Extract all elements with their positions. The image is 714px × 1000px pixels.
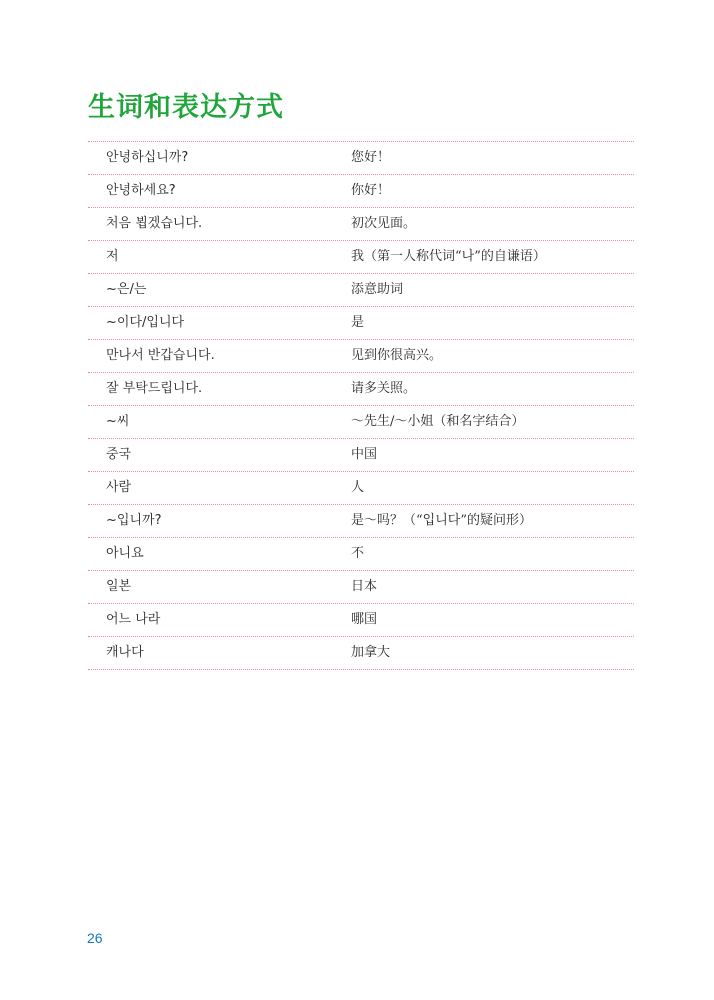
vocab-row xyxy=(88,340,634,373)
chinese-meaning: 请多关照。 xyxy=(351,381,417,396)
korean-term: 처음 뵙겠습니다. xyxy=(106,216,203,231)
chinese-meaning: 不 xyxy=(351,546,365,561)
chinese-meaning: 是～吗？（“입니다”的疑问形） xyxy=(351,513,532,528)
chinese-meaning: 我（第一人称代词“나”的自谦语） xyxy=(351,249,546,264)
vocab-row xyxy=(88,604,634,637)
chinese-meaning: 你好！ xyxy=(351,183,391,198)
korean-term: 아니요 xyxy=(106,546,144,561)
chinese-meaning: 您好！ xyxy=(351,150,391,165)
chinese-meaning: 日本 xyxy=(351,579,378,594)
chinese-meaning: 加拿大 xyxy=(351,645,391,660)
vocab-row xyxy=(88,175,634,208)
korean-term: 잘 부탁드립니다. xyxy=(106,381,203,396)
korean-term: 사람 xyxy=(106,480,132,495)
vocab-row xyxy=(88,538,634,571)
page-number: 26 xyxy=(87,930,103,946)
chinese-meaning: 添意助词 xyxy=(351,282,404,297)
vocabulary-table xyxy=(88,141,634,670)
chinese-meaning: 哪国 xyxy=(351,612,378,627)
korean-term: 중국 xyxy=(106,447,132,462)
chinese-meaning: 中国 xyxy=(351,447,378,462)
korean-term: 어느 나라 xyxy=(106,612,161,627)
chinese-meaning: 是 xyxy=(351,315,365,330)
chinese-meaning: 初次见面。 xyxy=(351,216,417,231)
korean-term: ~은/는 xyxy=(106,282,147,297)
korean-term: 만나서 반갑습니다. xyxy=(106,348,215,363)
korean-term: ~씨 xyxy=(106,414,130,429)
vocab-row xyxy=(88,241,634,274)
vocab-row xyxy=(88,274,634,307)
chinese-meaning: 见到你很高兴。 xyxy=(351,348,443,363)
vocab-row xyxy=(88,472,634,505)
vocab-row xyxy=(88,505,634,538)
korean-term: 안녕하십니까? xyxy=(106,150,189,165)
vocab-row xyxy=(88,142,634,175)
vocab-row xyxy=(88,571,634,604)
korean-term: ~입니까? xyxy=(106,513,162,528)
chinese-meaning: 人 xyxy=(351,480,365,495)
vocab-row xyxy=(88,439,634,472)
vocab-row xyxy=(88,307,634,340)
vocab-row xyxy=(88,637,634,670)
korean-term: ~이다/입니다 xyxy=(106,315,185,330)
section-title: 生词和表达方式 xyxy=(88,92,284,123)
korean-term: 안녕하세요? xyxy=(106,183,176,198)
chinese-meaning: ～先生/～小姐（和名字结合） xyxy=(351,414,525,429)
korean-term: 일본 xyxy=(106,579,132,594)
korean-term: 저 xyxy=(106,249,119,264)
vocab-row xyxy=(88,208,634,241)
vocab-row xyxy=(88,406,634,439)
korean-term: 캐나다 xyxy=(106,645,144,660)
vocab-row xyxy=(88,373,634,406)
